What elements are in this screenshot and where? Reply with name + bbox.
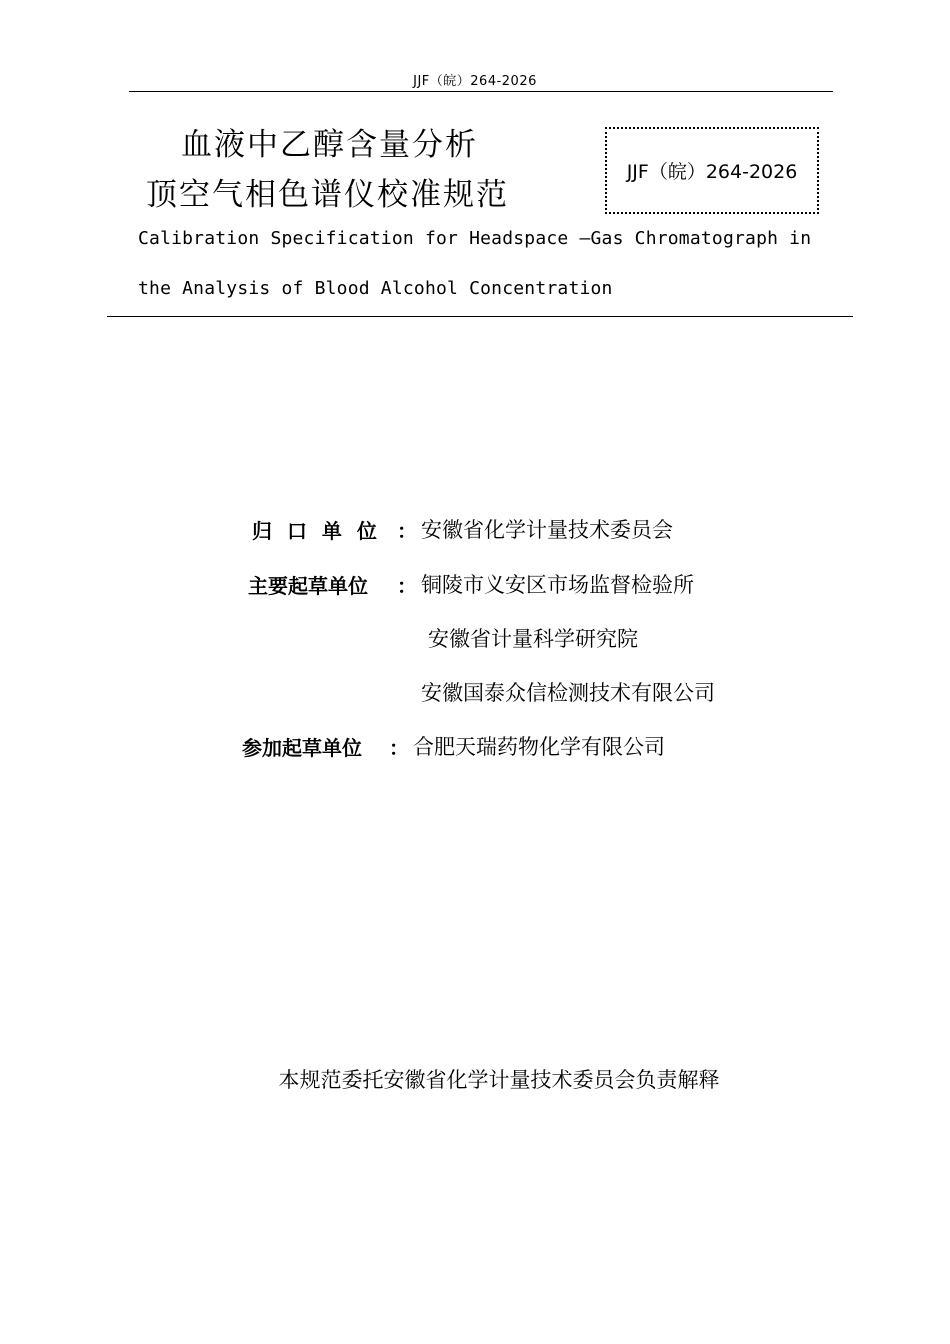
chinese-title-line-2: 顶空气相色谱仪校准规范: [146, 177, 509, 213]
responsible-unit-colon: ：: [397, 519, 417, 543]
english-title-line-1: Calibration Specification for Headspace –Gas Chromatograph in: [138, 228, 812, 249]
main-drafting-unit-2: 安徽省计量科学研究院: [428, 627, 638, 651]
standard-code-box: [605, 127, 819, 214]
chinese-title-line-1: 血液中乙醇含量分析: [181, 127, 478, 163]
participating-drafting-unit-label: 参加起草单位: [242, 736, 362, 760]
participating-drafting-unit-value: 合肥天瑞药物化学有限公司: [413, 735, 665, 759]
header-divider: [129, 91, 833, 92]
header-standard-code: JJF（皖）264-2026: [413, 74, 537, 89]
participating-drafting-unit-colon: ：: [389, 736, 409, 760]
standard-code-box-text: JJF（皖）264-2026: [626, 161, 798, 183]
main-drafting-unit-3: 安徽国泰众信检测技术有限公司: [421, 681, 715, 705]
main-drafting-unit-colon: ：: [397, 574, 417, 598]
responsible-unit-label: 归 口 单 位: [252, 519, 381, 543]
main-drafting-unit-1: 铜陵市义安区市场监督检验所: [421, 573, 694, 597]
responsible-unit-value: 安徽省化学计量技术委员会: [421, 518, 673, 542]
interpretation-note: 本规范委托安徽省化学计量技术委员会负责解释: [278, 1068, 720, 1092]
title-divider: [107, 316, 853, 317]
main-drafting-unit-label: 主要起草单位: [248, 574, 368, 598]
english-title-line-2: the Analysis of Blood Alcohol Concentration: [138, 278, 613, 299]
